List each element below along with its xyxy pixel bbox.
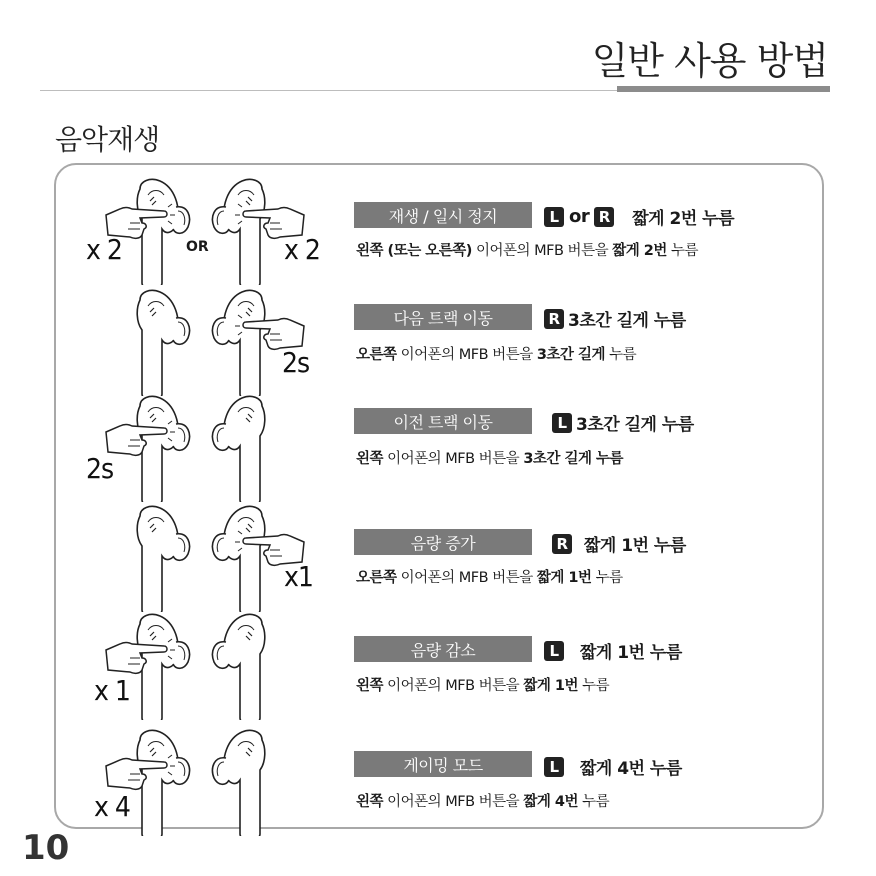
desc-bold-1: 오른쪽 [356,347,397,363]
row-play-pause [0,175,876,285]
description [356,674,609,695]
desc-mid: 이어폰의 MFB 버튼을 [383,451,524,467]
right-key-badge: R [552,534,572,554]
description [356,790,609,811]
left-press-count: x 4 [94,790,130,823]
desc-end: 누름 [577,794,610,810]
page-title: 일반 사용 방법 [591,39,828,83]
desc-end: 누름 [666,243,698,259]
desc-bold-1: 왼쪽 [356,794,384,810]
earbud-illustration [0,286,340,396]
function-label: 재생 / 일시 정지 [354,202,532,228]
action-line [552,410,694,435]
description [356,447,623,468]
action-text: 짧게 2번 누름 [632,209,735,229]
function-label: 게이밍 모드 [354,751,532,777]
desc-mid: 이어폰의 MFB 버튼을 [383,794,524,810]
desc-mid: 이어폰의 MFB 버튼을 [396,347,537,363]
right-key-badge: R [544,309,564,329]
section-title: 음악재생 [55,123,160,156]
row-gaming-mode [0,726,876,836]
desc-bold-2: 짧게 4번 [523,794,578,810]
row-volume-down [0,610,876,720]
earbud-illustration [0,726,340,836]
function-label: 음량 증가 [354,529,532,555]
right-press-count: 2s [282,346,310,379]
description [356,566,623,587]
desc-mid: 이어폰의 MFB 버튼을 [396,570,537,586]
desc-bold-1: 왼쪽 (또는 오른쪽) [356,243,472,259]
header-accent-bar [617,86,830,92]
left-press-count: x 1 [94,674,130,707]
desc-bold-2: 3초간 길게 누름 [523,451,624,467]
desc-bold-1: 왼쪽 [356,678,384,694]
earbud-illustration [0,392,340,502]
row-volume-up [0,502,876,612]
left-key-badge: L [544,641,564,661]
desc-bold-2: 짧게 1번 [523,678,578,694]
left-key-badge: L [552,413,572,433]
action-line [544,306,686,331]
left-press-count: 2s [86,452,114,485]
right-press-count: x 2 [284,233,320,266]
earbud-illustration [0,502,340,612]
action-line [552,531,686,556]
action-line [544,204,734,229]
action-text: 3초간 길게 누름 [576,415,694,435]
desc-bold-1: 왼쪽 [356,451,384,467]
desc-end: 누름 [591,570,623,586]
description [356,239,698,260]
desc-bold-2: 짧게 1번 [536,570,592,586]
earbud-illustration [0,175,340,285]
right-key-badge: R [594,207,614,227]
function-label: 이전 트랙 이동 [354,408,532,434]
desc-end: 누름 [605,347,637,363]
function-label: 음량 감소 [354,636,532,662]
action-line [544,638,682,663]
desc-mid: 이어폰의 MFB 버튼을 [471,243,613,259]
action-text: 짧게 1번 누름 [584,536,686,556]
left-key-badge: L [544,207,564,227]
action-text: 3초간 길게 누름 [568,311,686,331]
desc-end: 누름 [577,678,610,694]
or-mark: OR [186,239,209,255]
left-press-count: x 2 [86,233,122,266]
desc-bold-2: 짧게 2번 [612,243,667,259]
desc-bold-1: 오른쪽 [356,570,397,586]
right-press-count: x1 [284,560,313,593]
action-line [544,754,682,779]
key-joiner: or [569,206,590,227]
earbud-illustration [0,610,340,720]
page-number: 10 [22,828,70,868]
desc-mid: 이어폰의 MFB 버튼을 [383,678,524,694]
action-text: 짧게 1번 누름 [580,643,682,663]
left-key-badge: L [544,757,564,777]
description [356,343,636,364]
desc-bold-2: 3초간 길게 [536,347,605,363]
row-previous-track [0,392,876,502]
row-next-track [0,286,876,396]
action-text: 짧게 4번 누름 [580,759,682,779]
function-label: 다음 트랙 이동 [354,304,532,330]
